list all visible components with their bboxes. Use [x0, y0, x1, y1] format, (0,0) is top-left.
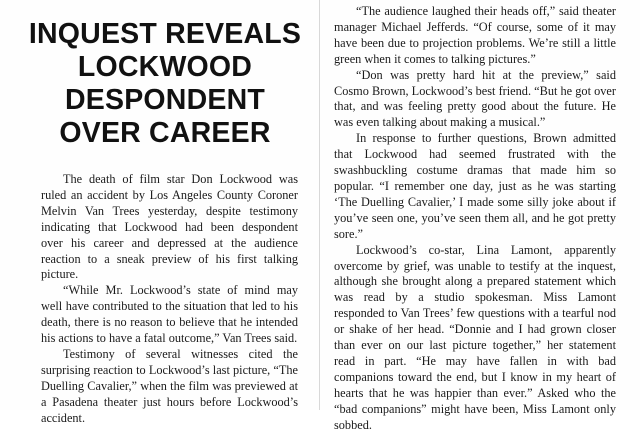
left-article-column — [41, 172, 298, 427]
article-paragraph: Lockwood’s co-star, Lina Lamont, apparently overcome by grief, was unable to testify at the inquest, although she brought along a prepared statement which was read by a studio spokesman. Miss Lamont responded to Van Trees’ few questions with a tearful nod or shake of her head. “Donnie and I had grown closer than ever on our last picture together,” her statement read in part. “He may have fallen in with bad companions toward the end, but I know in my heart of hearts that he was happier than ever.” Asked who the “bad companions” might have been, Miss Lamont only sobbed. — [334, 242, 616, 432]
article-paragraph: In response to further questions, Brown admitted that Lockwood had seemed frustrated with the swashbuckling costume dramas that made him so popular. “I remember one day, just as he was starting ‘The Duelling Cavalier,’ I made some silly joke about if you’ve seen one, you’ve seen them all, and he got pretty sore.” — [334, 131, 616, 241]
article-paragraph: “While Mr. Lockwood’s state of mind may well have contributed to the situation that led to his death, there is no reason to believe that he intended his actions to have a fatal outcome,” Van Trees said. — [41, 283, 298, 346]
column-divider — [319, 0, 320, 410]
headline-line: OVER CAREER — [59, 117, 271, 149]
headline-line: INQUEST REVEALS — [28, 18, 302, 50]
article-paragraph: The death of film star Don Lockwood was ruled an accident by Los Angeles County Coroner Melvin Van Trees yesterday, despite testimony indicating that Lockwood had been despondent over his career and depressed at the audience reaction to a sneak preview of his first talking picture. — [41, 172, 298, 282]
article-paragraph: “Don was pretty hard hit at the preview,” said Cosmo Brown, Lockwood’s best friend. “But he got over that, and was feeling pretty good about the future. He was even talking about making a musical.” — [334, 67, 616, 130]
headline-line: LOCKWOOD — [77, 51, 253, 83]
article-paragraph: “The audience laughed their heads off,” said theater manager Michael Jefferds. “Of course, some of it may have been due to projection problems. We’re still a little green when it comes to talking pictures.” — [334, 4, 616, 66]
headline-line: DESPONDENT — [65, 84, 265, 116]
article-paragraph: Testimony of several witnesses cited the surprising reaction to Lockwood’s last picture, “The Duelling Cavalier,” when the film was previewed at a Pasadena theater just hours before Lockwood’s accident. — [41, 346, 298, 425]
right-article-column — [334, 4, 616, 433]
headline — [20, 18, 310, 150]
